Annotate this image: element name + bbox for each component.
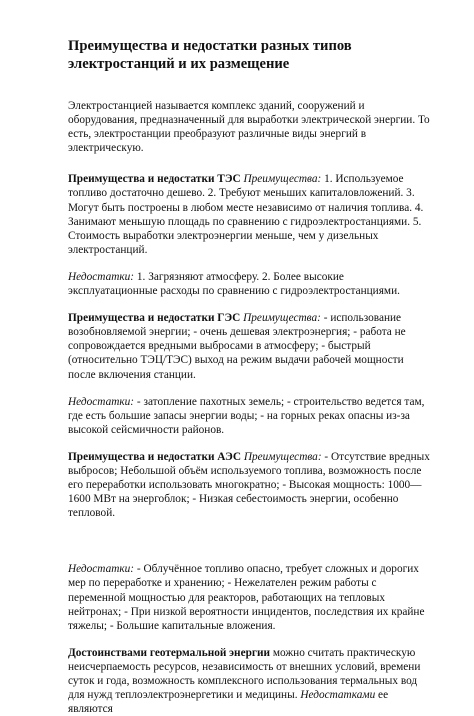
tes-cons-text: 1. Загрязняют атмосферу. 2. Более высокие эксплуатационные расходы по сравнению с гидроэлектростанциями. xyxy=(68,270,400,298)
geo-paragraph xyxy=(68,646,434,716)
tes-pros-paragraph xyxy=(68,172,434,257)
intro-paragraph: Электростанцией называется комплекс зданий, сооружений и оборудования, предназначенный для выработки электрической энергии. То есть, электростанции преобразуют различные виды энергий в электрическую. xyxy=(68,100,430,155)
page-title: Преимущества и недостатки разных типов электростанций и их размещение xyxy=(68,38,352,72)
tes-cons-label: Недостатки: xyxy=(68,270,135,283)
aes-cons-paragraph xyxy=(68,562,434,632)
aes-pros-label: Преимущества: xyxy=(243,450,322,463)
geo-heading: Достоинствами геотермальной энергии xyxy=(68,646,271,659)
aes-heading: Преимущества и недостатки АЭС xyxy=(68,450,241,463)
ges-cons-label: Недостатки: xyxy=(68,395,135,408)
ges-pros-paragraph xyxy=(68,311,434,381)
aes-cons-text: - Облучённое топливо опасно, требует сложных и дорогих мер по переработке и хранению; - Нежелателен режим работы с переменной мощностью для реакторов, работающих на тепловых нейтронах; - При низкой вероятности инцидентов, последствия их крайне тяжелы; - Большие капитальные вложения. xyxy=(68,563,425,632)
tes-cons-paragraph xyxy=(68,270,434,298)
geo-text: можно считать практическую неисчерпаемость ресурсов, независимость от внешних условий, времени суток и года, возможность комплексного использования термальных вод для нужд теплоэлектроэнергетики и медицины. xyxy=(68,646,421,702)
tes-pros-text: 1. Используемое топливо достаточно дешево. 2. Требуют меньших капиталовложений. 3. Могут быть построены в любом месте независимо от наличия топлива. 4. Занимают меньшую площадь по сравнению с гидроэлектростанциями. 5. Стоимость выработки электроэнергии меньше, чем у дизельных электростанций. xyxy=(68,173,424,256)
ges-pros-label: Преимущества: xyxy=(243,312,321,325)
tes-pros-label: Преимущества: xyxy=(243,173,322,186)
geo-cons-label: Недостатками xyxy=(300,689,376,702)
aes-pros-paragraph xyxy=(68,450,434,520)
aes-cons-label: Недостатки: xyxy=(68,563,135,576)
ges-pros-text: - использование возобновляемой энергии; - очень дешевая электроэнергия; - работа не сопровождается вредными выбросами в атмосферу; - быстрый (относительно ТЭЦ/ТЭС) выход на режим выдачи рабочей мощности после включения станции. xyxy=(68,312,406,381)
ges-cons-paragraph xyxy=(68,395,434,437)
tes-heading: Преимущества и недостатки ТЭС xyxy=(68,173,241,186)
geo-cons-text: ее являются xyxy=(68,689,389,716)
aes-pros-text: - Отсутствие вредных выбросов; Небольшой объём используемого топлива, возможность после его переработки использовать многократно; - Высокая мощность: 1000—1600 МВт на энергоблок; - Низкая себестоимость энергии, особенно тепловой. xyxy=(68,450,430,520)
ges-cons-text: - затопление пахотных земель; - строительство ведется там, где есть большие запасы энергии воды; - на горных реках опасны из-за высокой сейсмичности районов. xyxy=(68,395,425,436)
ges-heading: Преимущества и недостатки ГЭС xyxy=(68,312,241,325)
